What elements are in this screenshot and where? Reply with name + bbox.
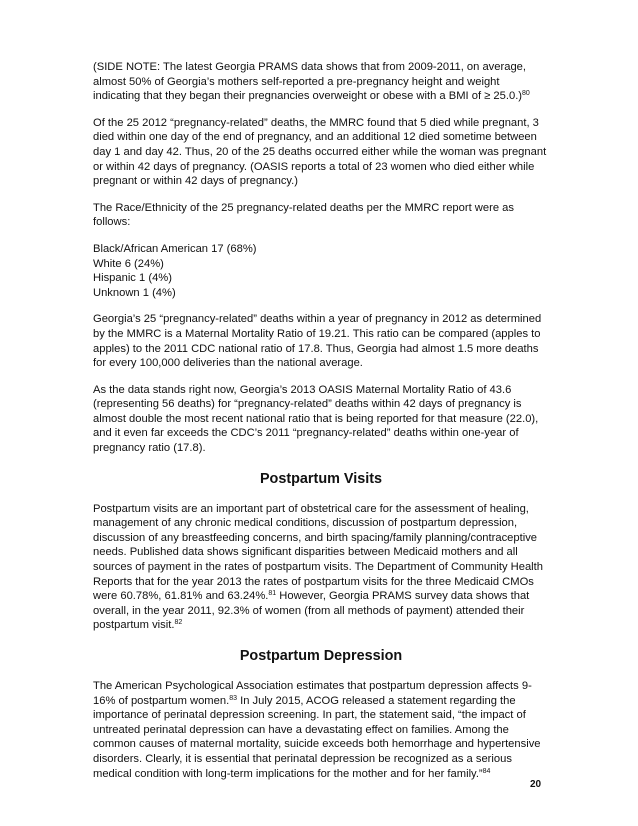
paragraph-text: Postpartum visits are an important part of obstetrical care for the assessment of healing, management of any chronic medical conditions, discussion of postpartum depression, discussion of any breastfeeding concerns, and birth spacing/family planning/contraceptive needs. Published data shows significant disparities between Medicaid mothers and all sources of payment in the rates of postpartum visits. The Department of Community Health Reports that for the year 2013 the rates of postpartum visits for the three Medicaid CMOs were 60.78%, 61.81% and 63.24%. bbox=[93, 502, 543, 603]
paragraph-text: (SIDE NOTE: The latest Georgia PRAMS data shows that from 2009-2011, on average, almost 50% of Georgia’s mothers self-reported a pre-pregnancy height and weight indicating that they began their pregnancies overweight or obese with a BMI of ≥ 25.0.) bbox=[93, 61, 527, 103]
paragraph-text: Georgia’s 25 “pregnancy-related” deaths within a year of pregnancy in 2012 as determined by the MMRC is a Maternal Mortality Ratio of 19.21. This ratio can be compared (apples to apples) to the 2011 CDC national ratio of 17.8. Thus, Georgia had almost 1.5 more deaths for every 100,000 deliveries than the national average. bbox=[93, 313, 542, 370]
list-item: Black/African American 17 (68%) bbox=[93, 242, 257, 255]
footnote-ref: 84 bbox=[482, 767, 491, 775]
document-page bbox=[93, 60, 549, 793]
oasis-ratio-paragraph bbox=[93, 383, 549, 456]
paragraph-text: Of the 25 2012 “pregnancy-related” deaths, the MMRC found that 5 died while pregnant, 3 died within one day of the end of pregnancy, and an additional 12 died sometime between day 1 and day 42. Thus, 20 of the 25 deaths occurred either while the woman was pregnant or within 42 days of pregnancy. (OASIS reports a total of 23 women who died either while pregnant or within 42 days of pregnancy.) bbox=[93, 116, 547, 188]
postpartum-visits-heading: Postpartum Visits bbox=[259, 470, 383, 487]
list-item: White 6 (24%) bbox=[93, 257, 164, 270]
paragraph-text: However, Georgia PRAMS survey data shows that overall, in the year 2011, 92.3% of women (from all methods of payment) attended their postpartum visit. bbox=[93, 590, 530, 632]
footnote-ref: 82 bbox=[174, 619, 183, 627]
page-number: 20 bbox=[530, 779, 542, 790]
mortality-ratio-paragraph bbox=[93, 312, 549, 370]
race-ethnicity-list bbox=[93, 242, 549, 300]
list-item: Hispanic 1 (4%) bbox=[93, 272, 172, 285]
paragraph-text: The Race/Ethnicity of the 25 pregnancy-related deaths per the MMRC report were as follows: bbox=[93, 201, 514, 229]
paragraph-text: In July 2015, ACOG released a statement regarding the importance of perinatal depression screening. In part, the statement said, “the impact of untreated perinatal depression can have a devastating effect on families. Among the common causes of maternal mortality, suicide exceeds both hemorrhage and hypertensive disorders. Clearly, it is essential that perinatal depression be recognized as a serious medical condition with long-term implications for the mother and for her family.” bbox=[93, 694, 541, 780]
side-note-paragraph bbox=[93, 60, 549, 104]
mmrc-deaths-paragraph bbox=[93, 116, 549, 189]
footnote-ref: 80 bbox=[522, 90, 530, 98]
list-item: Unknown 1 (4%) bbox=[93, 286, 176, 299]
footnote-ref: 83 bbox=[229, 694, 237, 702]
race-ethnicity-intro-paragraph bbox=[93, 201, 549, 230]
footnote-ref: 81 bbox=[268, 590, 277, 598]
postpartum-depression-paragraph bbox=[93, 679, 549, 781]
postpartum-depression-heading: Postpartum Depression bbox=[239, 648, 403, 664]
postpartum-visits-paragraph bbox=[93, 502, 549, 633]
paragraph-text: The American Psychological Association estimates that postpartum depression affects 9-16% of postpartum women. bbox=[93, 680, 532, 707]
paragraph-text: As the data stands right now, Georgia’s 2013 OASIS Maternal Mortality Ratio of 43.6 (representing 56 deaths) for “pregnancy-related” deaths within 42 days of pregnancy is almost double the most recent national ratio that is being reported for that measure (22.0), and it even far exceeds the CDC’s 2011 “pregnancy-related” deaths within one-year of pregnancy ratio (17.8). bbox=[93, 383, 539, 455]
